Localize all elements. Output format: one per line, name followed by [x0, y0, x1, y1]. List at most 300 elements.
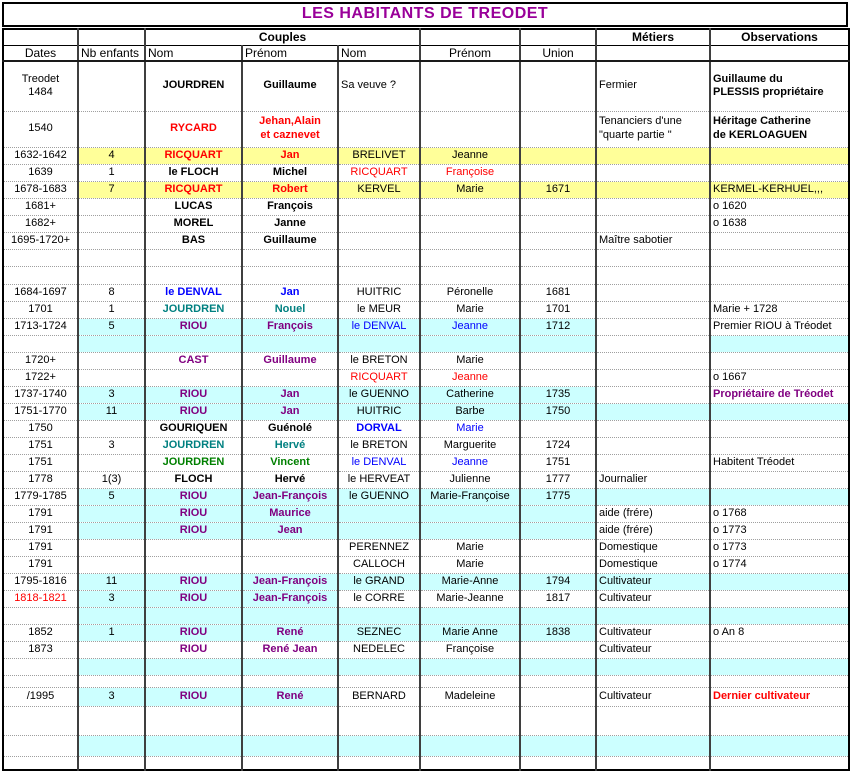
cell-nom1: [145, 556, 242, 573]
cell-dates: 1778: [3, 471, 78, 488]
table-row: [3, 641, 849, 658]
group-header-spacer-dates: [3, 29, 78, 45]
cell-observations: [710, 437, 849, 454]
cell-observations: [710, 164, 849, 181]
cell-nom2: [338, 607, 420, 624]
table-row: [3, 624, 849, 641]
cell-pre2: Barbe: [420, 403, 520, 420]
cell-nb-enfants: [78, 352, 145, 369]
cell-nom2: le GUENNO: [338, 386, 420, 403]
cell-pre1: Jan: [242, 403, 338, 420]
cell-nb-enfants: [78, 706, 145, 735]
cell-pre2: [420, 335, 520, 352]
cell-union: [520, 352, 596, 369]
cell-metiers: [596, 352, 710, 369]
table-row: [3, 539, 849, 556]
col-header-spacer-metiers: [596, 45, 710, 61]
cell-pre2: Madeleine: [420, 687, 520, 706]
cell-dates: 1795-1816: [3, 573, 78, 590]
cell-nom2: [338, 522, 420, 539]
cell-metiers: [596, 735, 710, 756]
table-row: [3, 471, 849, 488]
cell-nom2: KERVEL: [338, 181, 420, 198]
cell-nom1: JOURDREN: [145, 301, 242, 318]
cell-nb-enfants: [78, 249, 145, 266]
cell-metiers: aide (frére): [596, 522, 710, 539]
cell-pre1: René: [242, 687, 338, 706]
cell-observations: Premier RIOU à Tréodet: [710, 318, 849, 335]
cell-dates: 1750: [3, 420, 78, 437]
cell-observations: [710, 232, 849, 249]
table-row: [3, 573, 849, 590]
cell-nom2: [338, 249, 420, 266]
cell-metiers: Cultivateur: [596, 641, 710, 658]
cell-nom1: JOURDREN: [145, 61, 242, 111]
cell-union: [520, 641, 596, 658]
table-row: [3, 756, 849, 770]
cell-union: 1712: [520, 318, 596, 335]
table-row: [3, 735, 849, 756]
table-row: [3, 556, 849, 573]
cell-nb-enfants: 1: [78, 624, 145, 641]
cell-union: [520, 147, 596, 164]
cell-dates: 1639: [3, 164, 78, 181]
cell-pre2: Marie: [420, 181, 520, 198]
cell-nom1: RICQUART: [145, 147, 242, 164]
table-row: [3, 658, 849, 675]
cell-metiers: [596, 488, 710, 505]
table-row: [3, 181, 849, 198]
cell-observations: o 1667: [710, 369, 849, 386]
cell-observations: [710, 641, 849, 658]
table-row: [3, 437, 849, 454]
cell-metiers: [596, 403, 710, 420]
cell-observations: [710, 335, 849, 352]
cell-nb-enfants: 1: [78, 301, 145, 318]
cell-pre2: [420, 61, 520, 111]
cell-observations: [710, 735, 849, 756]
cell-pre1: [242, 556, 338, 573]
cell-dates: [3, 335, 78, 352]
cell-nom1: RIOU: [145, 386, 242, 403]
cell-union: [520, 756, 596, 770]
cell-observations: Habitent Tréodet: [710, 454, 849, 471]
cell-nb-enfants: [78, 420, 145, 437]
cell-nb-enfants: [78, 369, 145, 386]
cell-pre2: [420, 522, 520, 539]
cell-metiers: Tenanciers d'une "quarte partie ": [596, 111, 710, 147]
cell-pre1: Guillaume: [242, 61, 338, 111]
cell-nb-enfants: 7: [78, 181, 145, 198]
cell-nb-enfants: [78, 641, 145, 658]
col-header-dates: Dates: [3, 45, 78, 61]
cell-union: [520, 556, 596, 573]
page: [2, 2, 848, 771]
cell-metiers: [596, 249, 710, 266]
cell-nom1: LUCAS: [145, 198, 242, 215]
cell-metiers: [596, 147, 710, 164]
cell-nom2: le MEUR: [338, 301, 420, 318]
cell-dates: [3, 756, 78, 770]
cell-nb-enfants: [78, 522, 145, 539]
cell-dates: 1701: [3, 301, 78, 318]
cell-nom2: [338, 266, 420, 284]
cell-nom2: le BRETON: [338, 437, 420, 454]
cell-dates: 1540: [3, 111, 78, 147]
cell-pre1: Jan: [242, 386, 338, 403]
cell-nb-enfants: 3: [78, 386, 145, 403]
table-row: [3, 505, 849, 522]
cell-metiers: Cultivateur: [596, 590, 710, 607]
cell-nom1: GOURIQUEN: [145, 420, 242, 437]
cell-pre2: Marie: [420, 420, 520, 437]
cell-metiers: [596, 420, 710, 437]
cell-dates: 1779-1785: [3, 488, 78, 505]
cell-pre1: [242, 607, 338, 624]
cell-metiers: [596, 301, 710, 318]
page-title: LES HABITANTS DE TREODET: [2, 2, 848, 27]
cell-union: [520, 232, 596, 249]
cell-nom2: HUITRIC: [338, 284, 420, 301]
cell-observations: [710, 147, 849, 164]
cell-dates: 1791: [3, 539, 78, 556]
cell-pre2: [420, 215, 520, 232]
cell-nom1: [145, 369, 242, 386]
cell-metiers: [596, 215, 710, 232]
cell-pre1: [242, 706, 338, 735]
cell-pre2: [420, 658, 520, 675]
cell-nom2: le GRAND: [338, 573, 420, 590]
cell-metiers: [596, 369, 710, 386]
table-row: [3, 198, 849, 215]
col-header-nom1: Nom: [145, 45, 242, 61]
cell-nb-enfants: [78, 215, 145, 232]
cell-nom2: [338, 706, 420, 735]
cell-union: 1681: [520, 284, 596, 301]
cell-pre2: Julienne: [420, 471, 520, 488]
cell-nb-enfants: 11: [78, 403, 145, 420]
table-row: [3, 403, 849, 420]
cell-metiers: Domestique: [596, 556, 710, 573]
cell-observations: [710, 266, 849, 284]
cell-nom1: RIOU: [145, 624, 242, 641]
cell-pre1: François: [242, 318, 338, 335]
cell-nb-enfants: [78, 539, 145, 556]
cell-dates: 1873: [3, 641, 78, 658]
cell-pre1: [242, 675, 338, 687]
cell-pre2: Françoise: [420, 164, 520, 181]
cell-metiers: Fermier: [596, 61, 710, 111]
cell-pre1: Jean: [242, 522, 338, 539]
cell-nom1: RICQUART: [145, 181, 242, 198]
cell-dates: 1682+: [3, 215, 78, 232]
cell-nom1: MOREL: [145, 215, 242, 232]
cell-union: [520, 505, 596, 522]
table-row: [3, 111, 849, 147]
cell-pre2: Jeanne: [420, 369, 520, 386]
cell-pre2: Marie-Françoise: [420, 488, 520, 505]
cell-nom2: [338, 505, 420, 522]
cell-nb-enfants: 3: [78, 687, 145, 706]
cell-union: [520, 198, 596, 215]
cell-pre2: Marie Anne: [420, 624, 520, 641]
cell-nom2: NEDELEC: [338, 641, 420, 658]
cell-observations: [710, 706, 849, 735]
cell-pre2: [420, 111, 520, 147]
cell-metiers: [596, 437, 710, 454]
cell-union: [520, 249, 596, 266]
cell-pre2: Jeanne: [420, 318, 520, 335]
table-row: [3, 386, 849, 403]
cell-dates: 1791: [3, 522, 78, 539]
table-row: [3, 301, 849, 318]
cell-nom2: le HERVEAT: [338, 471, 420, 488]
cell-nom2: [338, 215, 420, 232]
cell-pre2: Jeanne: [420, 147, 520, 164]
cell-observations: Dernier cultivateur: [710, 687, 849, 706]
cell-nom1: RIOU: [145, 488, 242, 505]
cell-pre1: [242, 756, 338, 770]
cell-nom1: RIOU: [145, 505, 242, 522]
group-header-metiers: Métiers: [596, 29, 710, 45]
cell-union: [520, 607, 596, 624]
cell-metiers: Cultivateur: [596, 624, 710, 641]
cell-observations: [710, 420, 849, 437]
cell-pre1: [242, 335, 338, 352]
cell-observations: o 1774: [710, 556, 849, 573]
cell-dates: [3, 607, 78, 624]
cell-pre2: Péronelle: [420, 284, 520, 301]
cell-dates: /1995: [3, 687, 78, 706]
cell-nb-enfants: [78, 198, 145, 215]
cell-dates: 1737-1740: [3, 386, 78, 403]
table-body: [3, 61, 849, 770]
cell-metiers: [596, 335, 710, 352]
cell-observations: o 1620: [710, 198, 849, 215]
cell-dates: 1722+: [3, 369, 78, 386]
group-header-couples: Couples: [145, 29, 420, 45]
cell-nb-enfants: 11: [78, 573, 145, 590]
cell-nb-enfants: 5: [78, 318, 145, 335]
cell-dates: [3, 706, 78, 735]
cell-pre2: Françoise: [420, 641, 520, 658]
cell-dates: 1751: [3, 437, 78, 454]
cell-pre1: Guillaume: [242, 352, 338, 369]
cell-nb-enfants: [78, 556, 145, 573]
cell-pre1: [242, 266, 338, 284]
cell-nom1: [145, 607, 242, 624]
cell-nb-enfants: [78, 658, 145, 675]
cell-pre1: Guénolé: [242, 420, 338, 437]
cell-nom2: [338, 658, 420, 675]
cell-pre1: René Jean: [242, 641, 338, 658]
cell-union: [520, 675, 596, 687]
cell-dates: 1852: [3, 624, 78, 641]
cell-nom2: le BRETON: [338, 352, 420, 369]
table-row: [3, 454, 849, 471]
cell-union: [520, 111, 596, 147]
cell-pre2: Marie: [420, 352, 520, 369]
cell-dates: 1791: [3, 556, 78, 573]
cell-observations: KERMEL-KERHUEL,,,: [710, 181, 849, 198]
cell-observations: [710, 403, 849, 420]
cell-pre1: Michel: [242, 164, 338, 181]
cell-nom2: [338, 232, 420, 249]
cell-observations: Propriétaire de Tréodet: [710, 386, 849, 403]
cell-union: [520, 420, 596, 437]
cell-union: [520, 369, 596, 386]
cell-nom1: RYCARD: [145, 111, 242, 147]
cell-nom1: FLOCH: [145, 471, 242, 488]
cell-metiers: [596, 198, 710, 215]
cell-pre2: Marie-Anne: [420, 573, 520, 590]
cell-nom1: [145, 249, 242, 266]
cell-pre1: Jean-François: [242, 488, 338, 505]
cell-dates: 1684-1697: [3, 284, 78, 301]
table-row: [3, 266, 849, 284]
cell-dates: 1713-1724: [3, 318, 78, 335]
cell-pre2: Marie: [420, 539, 520, 556]
cell-nb-enfants: 8: [78, 284, 145, 301]
cell-pre2: [420, 266, 520, 284]
group-header-spacer-nb: [78, 29, 145, 45]
cell-pre2: Marguerite: [420, 437, 520, 454]
table-row: [3, 687, 849, 706]
cell-metiers: [596, 454, 710, 471]
cell-nom2: Sa veuve ?: [338, 61, 420, 111]
cell-union: 1750: [520, 403, 596, 420]
cell-metiers: Journalier: [596, 471, 710, 488]
table-row: [3, 335, 849, 352]
cell-observations: [710, 573, 849, 590]
cell-metiers: aide (frére): [596, 505, 710, 522]
cell-pre1: [242, 735, 338, 756]
cell-pre2: [420, 505, 520, 522]
cell-nom2: le CORRE: [338, 590, 420, 607]
cell-observations: Marie + 1728: [710, 301, 849, 318]
cell-nom1: le FLOCH: [145, 164, 242, 181]
cell-pre2: Jeanne: [420, 454, 520, 471]
cell-pre1: [242, 249, 338, 266]
cell-metiers: [596, 318, 710, 335]
cell-nb-enfants: [78, 111, 145, 147]
cell-nb-enfants: [78, 335, 145, 352]
cell-nom2: [338, 111, 420, 147]
cell-metiers: Domestique: [596, 539, 710, 556]
cell-observations: o 1638: [710, 215, 849, 232]
cell-nb-enfants: [78, 61, 145, 111]
cell-union: 1817: [520, 590, 596, 607]
cell-nom2: le DENVAL: [338, 318, 420, 335]
cell-dates: 1720+: [3, 352, 78, 369]
cell-observations: o 1773: [710, 539, 849, 556]
cell-union: [520, 164, 596, 181]
cell-nom2: le DENVAL: [338, 454, 420, 471]
cell-pre1: Nouel: [242, 301, 338, 318]
cell-nom1: [145, 735, 242, 756]
table-row: [3, 590, 849, 607]
cell-metiers: [596, 266, 710, 284]
cell-nb-enfants: [78, 756, 145, 770]
cell-nom1: [145, 658, 242, 675]
cell-dates: 1751-1770: [3, 403, 78, 420]
cell-union: 1751: [520, 454, 596, 471]
cell-metiers: [596, 658, 710, 675]
cell-pre1: Jan: [242, 147, 338, 164]
cell-nom1: le DENVAL: [145, 284, 242, 301]
habitants-table: [2, 28, 850, 771]
cell-nom1: [145, 675, 242, 687]
cell-pre1: Hervé: [242, 471, 338, 488]
cell-pre2: [420, 232, 520, 249]
cell-pre2: Marie: [420, 556, 520, 573]
cell-nb-enfants: [78, 266, 145, 284]
cell-pre1: Maurice: [242, 505, 338, 522]
cell-nom1: [145, 266, 242, 284]
cell-observations: [710, 249, 849, 266]
cell-union: [520, 335, 596, 352]
cell-union: [520, 522, 596, 539]
cell-pre1: Jean-François: [242, 573, 338, 590]
cell-dates: [3, 675, 78, 687]
cell-observations: o 1773: [710, 522, 849, 539]
cell-nom1: BAS: [145, 232, 242, 249]
cell-nom1: [145, 539, 242, 556]
col-header-prenom2: Prénom: [420, 45, 520, 61]
cell-nb-enfants: [78, 454, 145, 471]
cell-dates: 1751: [3, 454, 78, 471]
table-row: [3, 488, 849, 505]
cell-dates: 1695-1720+: [3, 232, 78, 249]
cell-pre1: Jean-François: [242, 590, 338, 607]
table-row: [3, 706, 849, 735]
cell-nom2: DORVAL: [338, 420, 420, 437]
cell-pre2: [420, 607, 520, 624]
cell-nom2: [338, 198, 420, 215]
cell-dates: [3, 735, 78, 756]
cell-metiers: [596, 284, 710, 301]
cell-metiers: [596, 181, 710, 198]
cell-pre2: [420, 198, 520, 215]
cell-union: [520, 735, 596, 756]
cell-nom1: RIOU: [145, 573, 242, 590]
cell-observations: [710, 284, 849, 301]
table-row: [3, 232, 849, 249]
cell-pre1: Janne: [242, 215, 338, 232]
cell-nom1: RIOU: [145, 590, 242, 607]
cell-nb-enfants: 5: [78, 488, 145, 505]
cell-metiers: [596, 706, 710, 735]
cell-nb-enfants: 3: [78, 437, 145, 454]
cell-nom2: RICQUART: [338, 369, 420, 386]
cell-dates: 1632-1642: [3, 147, 78, 164]
cell-union: [520, 61, 596, 111]
cell-pre1: François: [242, 198, 338, 215]
cell-nom2: [338, 335, 420, 352]
table-row: [3, 215, 849, 232]
cell-nom2: RICQUART: [338, 164, 420, 181]
cell-nom1: [145, 756, 242, 770]
cell-nom2: PERENNEZ: [338, 539, 420, 556]
cell-nom2: BRELIVET: [338, 147, 420, 164]
cell-metiers: [596, 164, 710, 181]
cell-pre2: [420, 249, 520, 266]
cell-nb-enfants: 4: [78, 147, 145, 164]
table-row: [3, 420, 849, 437]
cell-dates: [3, 249, 78, 266]
cell-union: 1794: [520, 573, 596, 590]
cell-nb-enfants: [78, 505, 145, 522]
